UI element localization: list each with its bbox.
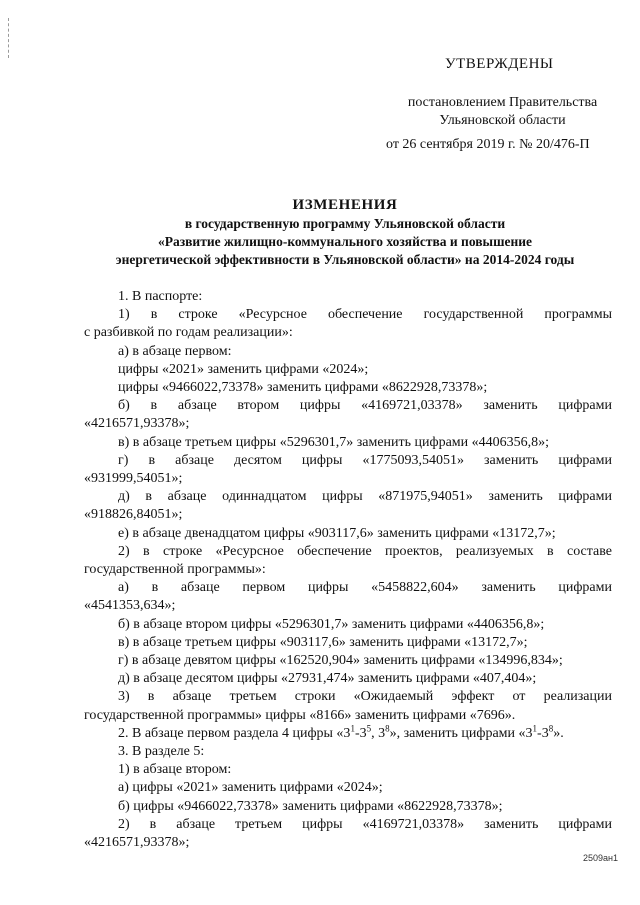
text-line: 2) в абзаце третьем цифры «4169721,03378» заменить цифрами [118, 816, 612, 832]
text-fragment: », заменить цифрами «3 [389, 725, 533, 741]
title-main: ИЗМЕНЕНИЯ [292, 197, 398, 213]
document-title [60, 196, 630, 269]
document-body [84, 288, 612, 852]
superscript: 8 [548, 723, 554, 734]
text-line: б) в абзаце втором цифры «4169721,03378» заменить цифрами [118, 398, 612, 414]
text-line: 1. В паспорте: [118, 289, 203, 304]
text-line: 2) в строке «Ресурсное обеспечение проектов, реализуемых в составе [118, 543, 612, 559]
superscript: 1 [350, 723, 355, 734]
text-line: цифры «9466022,73378» заменить цифрами «8622928,73378»; [118, 380, 488, 396]
text-fragment: , 3 [371, 725, 386, 741]
text-line-with-superscripts [84, 725, 612, 743]
title-line: энергетической эффективности в Ульяновской области» на 2014-2024 годы [115, 252, 575, 267]
text-line: «931999,54051»; [84, 471, 183, 487]
decree-date-number: от 26 сентября 2019 г. № 20/476-П [386, 137, 590, 152]
text-line: б) цифры «9466022,73378» заменить цифрами «8622928,73378»; [118, 798, 503, 814]
text-line: д) в абзаце десятом цифры «27931,474» заменить цифрами «407,404»; [118, 671, 537, 687]
superscript: 8 [385, 723, 390, 734]
title-line: «Развитие жилищно-коммунального хозяйства и повышение [157, 234, 533, 249]
decree-line: Ульяновской области [439, 113, 566, 128]
text-line: 1) в абзаце втором: [118, 762, 232, 778]
text-line: с разбивкой по годам реализации»: [84, 325, 293, 341]
text-line: 1) в строке «Ресурсное обеспечение государственной программы [118, 307, 612, 323]
text-fragment: ». [553, 725, 564, 741]
text-line: 3) в абзаце третьем строки «Ожидаемый эффект от реализации [118, 689, 612, 705]
decree-reference [395, 94, 610, 130]
text-line: государственной программы» цифры «8166» заменить цифрами «7696». [84, 707, 516, 723]
text-line: в) в абзаце третьем цифры «903117,6» заменить цифрами «13172,7»; [118, 634, 528, 650]
text-line: «918826,84051»; [84, 507, 183, 523]
text-line: а) в абзаце первом цифры «5458822,604» заменить цифрами [118, 580, 612, 596]
text-line: государственной программы»: [84, 562, 266, 578]
text-line: «4541353,634»; [84, 598, 176, 614]
text-fragment: 2. В абзаце первом раздела 4 цифры «3 [118, 725, 351, 741]
document-code: 2509ан1 [583, 853, 619, 863]
text-fragment: -3 [354, 725, 367, 741]
margin-mark [8, 18, 10, 58]
text-line: е) в абзаце двенадцатом цифры «903117,6» заменить цифрами «13172,7»; [118, 525, 556, 541]
decree-line: постановлением Правительства [407, 95, 598, 110]
text-line: г) в абзаце девятом цифры «162520,904» заменить цифрами «134996,834»; [118, 653, 563, 669]
text-line: г) в абзаце десятом цифры «1775093,54051» заменить цифрами [118, 452, 612, 468]
text-line: цифры «2021» заменить цифрами «2024»; [118, 361, 369, 377]
text-line: 3. В разделе 5: [118, 744, 205, 760]
title-line: в государственную программу Ульяновской области [184, 216, 506, 231]
text-fragment: -3 [537, 725, 549, 741]
approved-label: УТВЕРЖДЕНЫ [445, 56, 554, 72]
text-line: «4216571,93378»; [84, 416, 190, 432]
superscript: 5 [366, 723, 372, 734]
text-line: д) в абзаце одиннадцатом цифры «871975,94051» заменить цифрами [118, 489, 612, 505]
superscript: 1 [532, 723, 538, 734]
text-line: «4216571,93378»; [84, 835, 190, 851]
text-line: а) в абзаце первом: [118, 343, 232, 359]
text-line: а) цифры «2021» заменить цифрами «2024»; [118, 780, 383, 796]
text-line: в) в абзаце третьем цифры «5296301,7» заменить цифрами «4406356,8»; [118, 434, 550, 450]
text-line: б) в абзаце втором цифры «5296301,7» заменить цифрами «4406356,8»; [118, 616, 545, 632]
